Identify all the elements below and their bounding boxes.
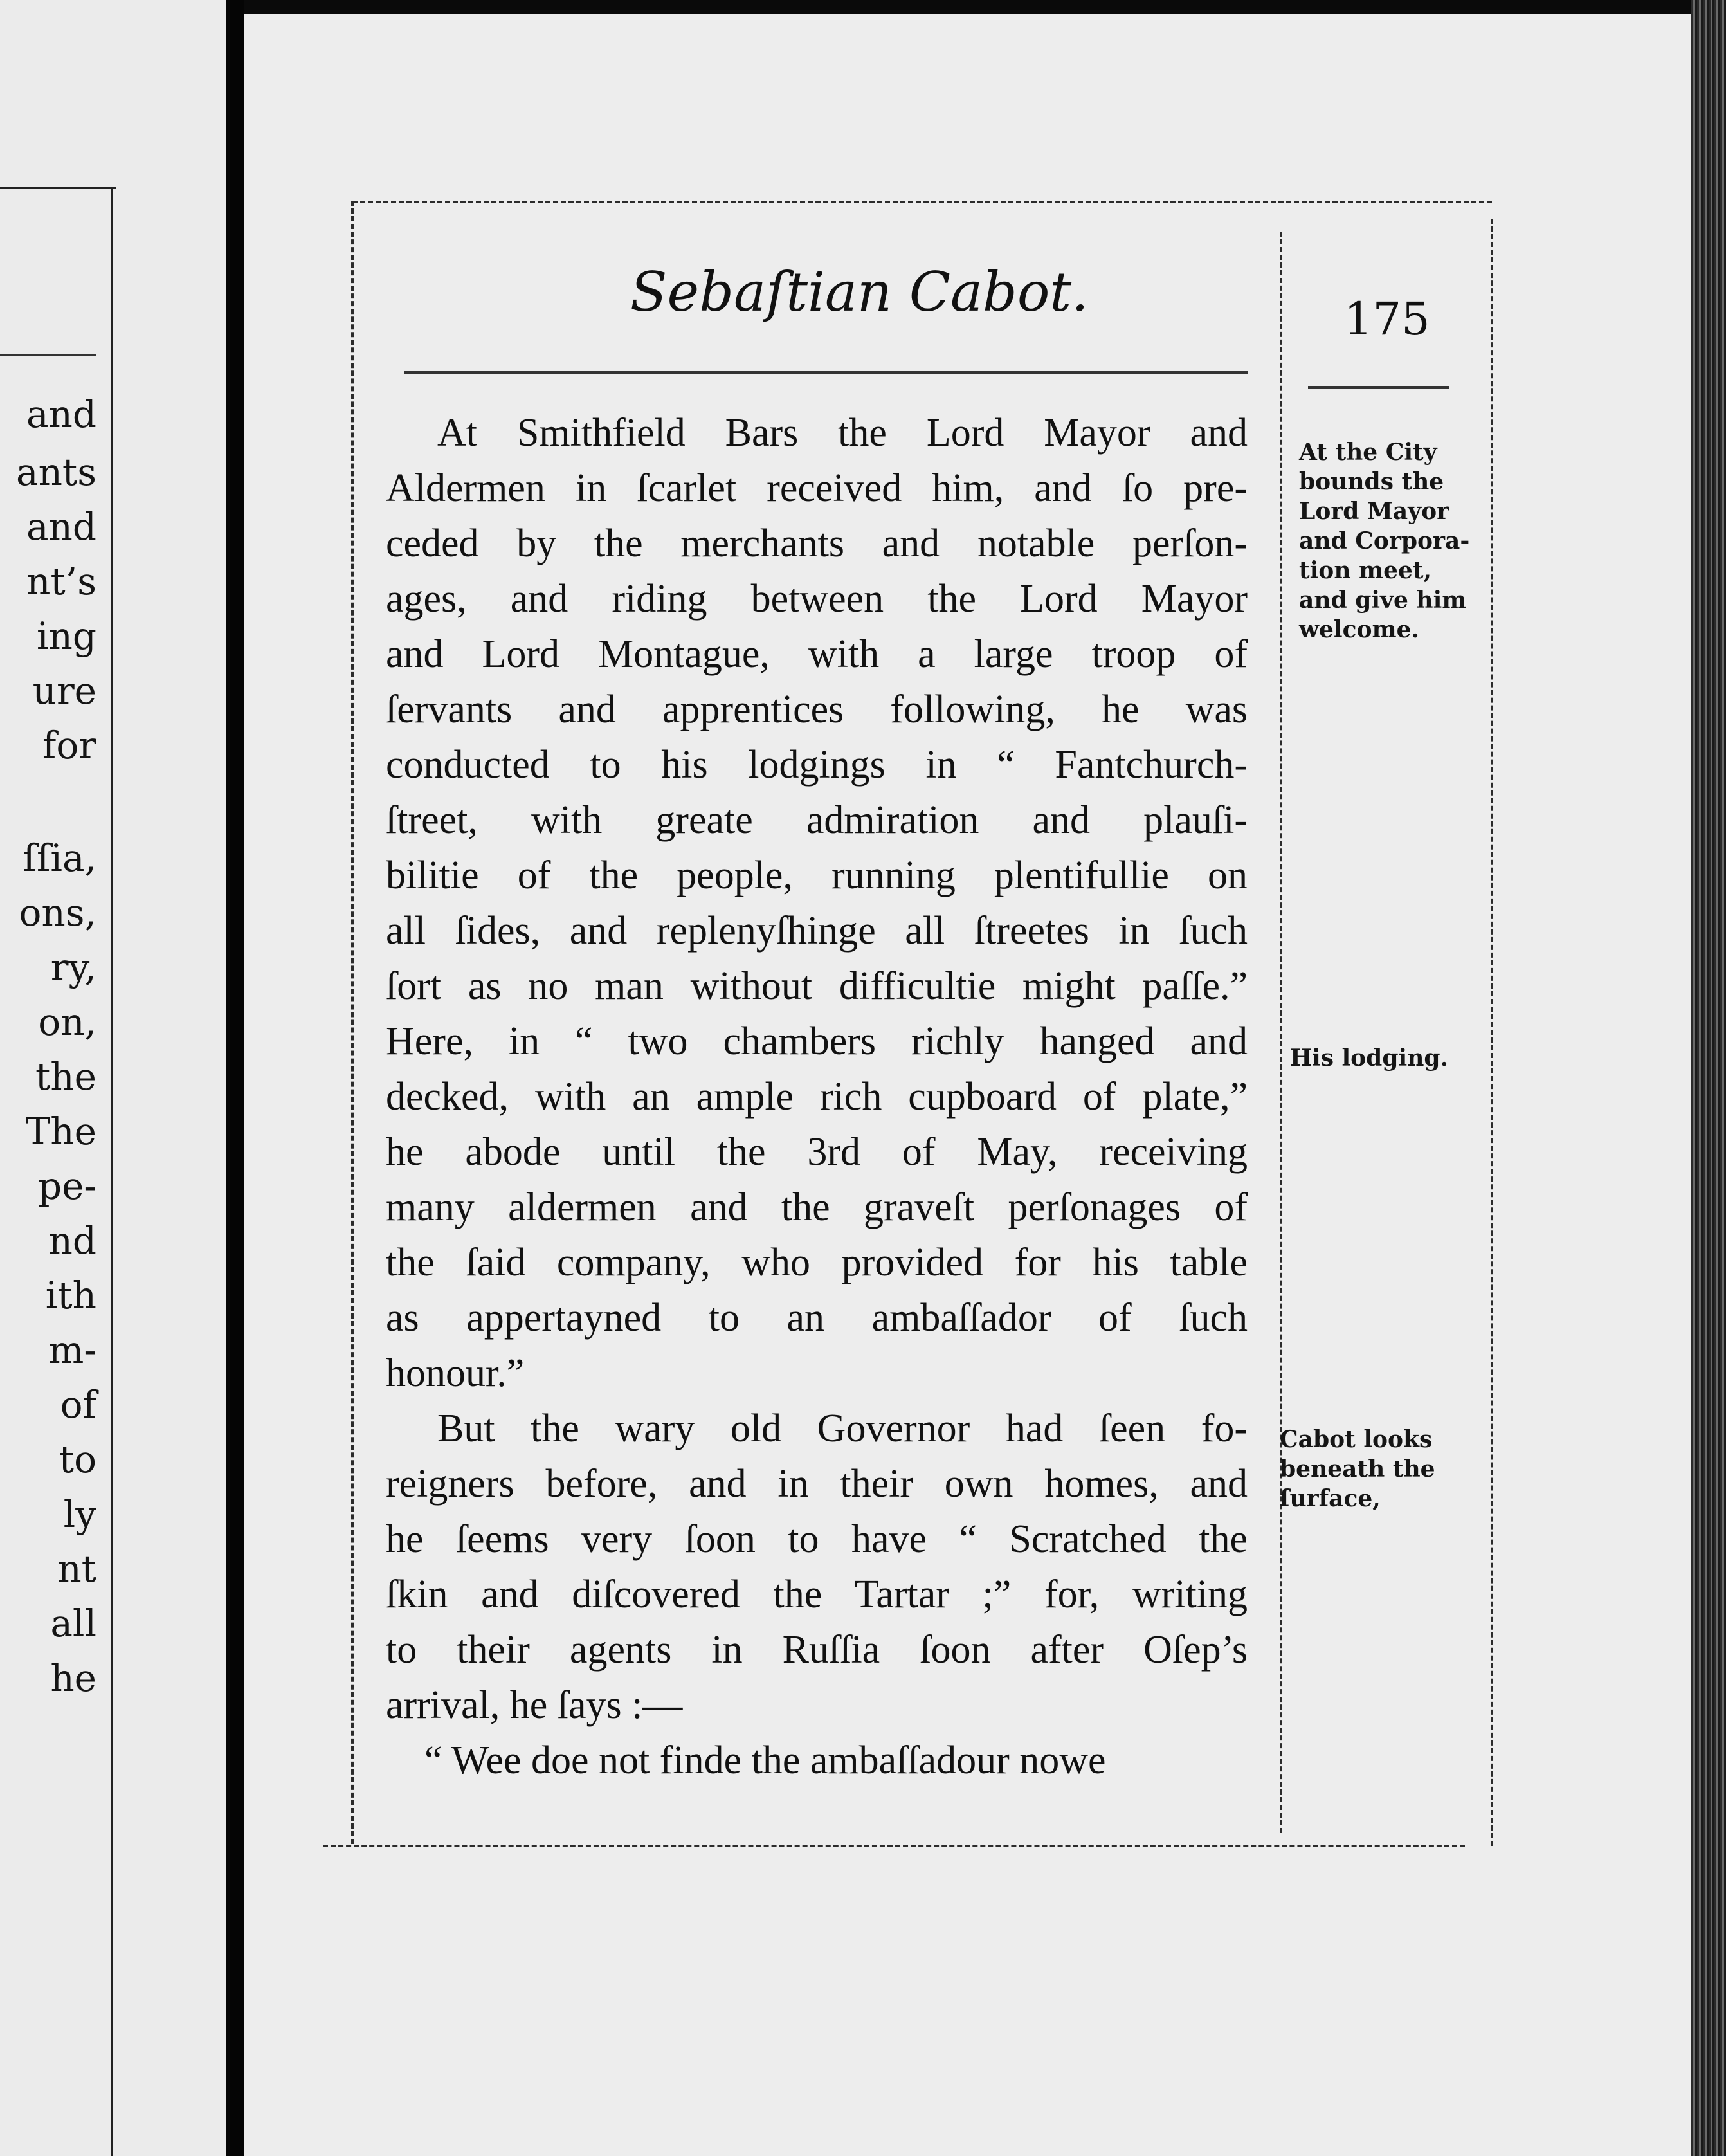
- previous-page-line: the: [35, 1055, 96, 1099]
- body-line: many aldermen and the graveſt perſonages of: [386, 1185, 1248, 1229]
- body-line: ſort as no man without difficultie might paſſe.”: [386, 964, 1248, 1008]
- previous-page-line: pe-: [37, 1164, 96, 1208]
- body-line: ſkin and diſcovered the Tartar ;” for, writing: [386, 1573, 1248, 1616]
- body-line: bilitie of the people, running plentifullie on: [386, 854, 1248, 897]
- body-line: ages, and riding between the Lord Mayor: [386, 577, 1248, 621]
- header-rule: [404, 371, 1248, 374]
- margin-note-cabot-looks: [1280, 1425, 1435, 1513]
- body-line: he ſeems very ſoon to have “ Scratched the: [386, 1517, 1248, 1561]
- previous-page-line: ly: [63, 1492, 96, 1536]
- margin-note-line: Lord Mayor: [1299, 498, 1449, 525]
- running-head: Sebaſtian Cabot.: [630, 260, 1089, 324]
- body-text: [386, 405, 1248, 1788]
- margin-note-lodging: [1290, 1043, 1448, 1073]
- previous-page-line: ure: [32, 669, 96, 713]
- body-line: ceded by the merchants and notable perſon-: [386, 522, 1248, 565]
- margin-note-welcome: [1299, 437, 1469, 644]
- margin-note-line: and give him: [1299, 587, 1467, 614]
- frame-top-line: [352, 201, 1492, 203]
- body-line: ſervants and apprentices following, he was: [386, 688, 1248, 731]
- page-edge-stack: [1691, 0, 1726, 2156]
- margin-note-line: and Corpora-: [1299, 527, 1470, 554]
- body-line: honour.”: [386, 1351, 525, 1395]
- body-line: Aldermen in ſcarlet received him, and ſo pre-: [386, 466, 1248, 510]
- previous-page-rule: [0, 354, 96, 356]
- previous-page-line: all: [50, 1602, 96, 1645]
- previous-page-line: m-: [48, 1328, 96, 1372]
- page-number-rule: [1308, 386, 1449, 389]
- previous-page-frame-right: [111, 187, 113, 2156]
- body-line: arrival, he ſays :—: [386, 1683, 683, 1727]
- previous-page-line: ſſia,: [23, 836, 96, 880]
- page-number: 175: [1344, 293, 1430, 345]
- previous-page-line: he: [50, 1656, 96, 1700]
- top-edge: [244, 0, 1726, 14]
- body-line: reigners before, and in their own homes, and: [386, 1462, 1248, 1506]
- body-line: to their agents in Ruſſia ſoon after Oſep’s: [386, 1628, 1248, 1672]
- body-line: Here, in “ two chambers richly hanged and: [386, 1019, 1248, 1063]
- frame-right-line: [1491, 219, 1493, 1846]
- previous-page-line: nt’s: [26, 560, 96, 603]
- margin-note-line: Cabot looks: [1280, 1426, 1433, 1453]
- previous-page-line: on,: [38, 1000, 96, 1044]
- body-line: But the wary old Governor had ſeen fo-: [437, 1407, 1248, 1450]
- previous-page-line: The: [25, 1110, 96, 1153]
- body-line: all ſides, and replenyſhinge all ſtreetes in ſuch: [386, 909, 1248, 953]
- previous-page-line: ons,: [19, 891, 96, 935]
- frame-bottom-line: [323, 1845, 1465, 1847]
- body-line: “ Wee doe not finde the ambaſſadour nowe: [424, 1739, 1106, 1782]
- previous-page-line: nd: [48, 1219, 96, 1263]
- body-line: the ſaid company, who provided for his table: [386, 1241, 1248, 1284]
- previous-page-line: of: [60, 1383, 96, 1427]
- margin-note-line: beneath the: [1280, 1456, 1435, 1483]
- margin-note-line: At the City: [1299, 439, 1437, 466]
- previous-page: [0, 0, 226, 2156]
- previous-page-line: ing: [36, 614, 96, 658]
- margin-column-divider: [1280, 232, 1282, 1833]
- previous-page-line: ants: [15, 450, 96, 494]
- margin-note-line: welcome.: [1299, 616, 1420, 643]
- body-line: decked, with an ample rich cupboard of plate,”: [386, 1075, 1248, 1119]
- body-line: as appertayned to an ambaſſador of ſuch: [386, 1296, 1248, 1340]
- body-line: conducted to his lodgings in “ Fantchurch-: [386, 743, 1248, 787]
- previous-page-frame-top: [0, 187, 116, 189]
- previous-page-line: nt: [57, 1547, 96, 1591]
- previous-page-line: to: [59, 1438, 96, 1481]
- previous-page-line: and: [26, 505, 96, 549]
- body-line: he abode until the 3rd of May, receiving: [386, 1130, 1248, 1174]
- margin-note-line: His lodging.: [1290, 1045, 1449, 1072]
- margin-note-line: bounds the: [1299, 468, 1444, 495]
- body-line: and Lord Montague, with a large troop of: [386, 632, 1248, 676]
- body-line: ſtreet, with greate admiration and plauſi-: [386, 798, 1248, 842]
- frame-left-line: [351, 201, 354, 1844]
- previous-page-line: and: [26, 392, 96, 436]
- previous-page-line: ry,: [50, 946, 96, 989]
- previous-page-line: ith: [45, 1274, 96, 1317]
- margin-note-line: tion meet,: [1299, 557, 1432, 584]
- margin-note-line: ſurface,: [1280, 1485, 1381, 1512]
- page-gutter: [226, 0, 244, 2156]
- previous-page-line: for: [42, 724, 96, 767]
- body-line: At Smithfield Bars the Lord Mayor and: [437, 411, 1248, 455]
